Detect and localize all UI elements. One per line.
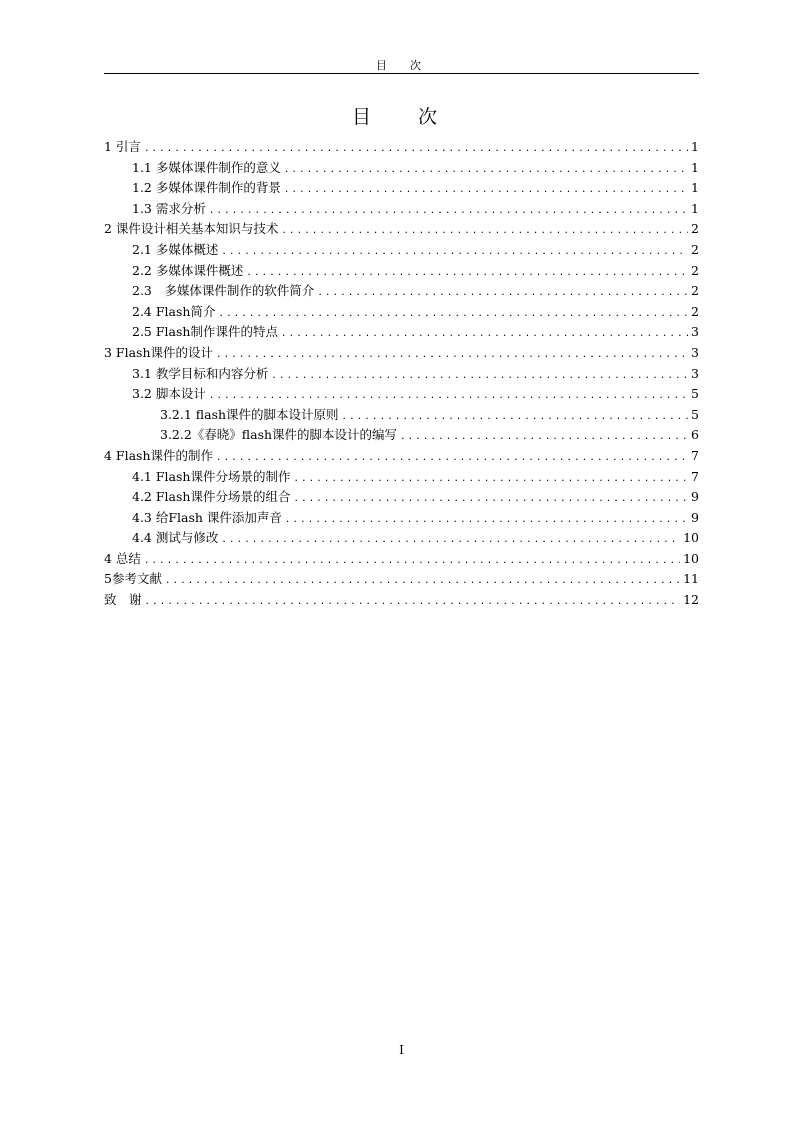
toc-entry[interactable] [104, 322, 699, 343]
toc-entry[interactable] [104, 487, 699, 508]
toc-entry-page: 3 [691, 344, 699, 360]
toc-dot-leader [285, 510, 688, 531]
toc-dot-leader [293, 489, 688, 510]
toc-entry-label: 3.1 教学目标和内容分析 [132, 365, 269, 381]
toc-dot-leader [342, 407, 689, 428]
toc-dot-leader [284, 160, 688, 181]
toc-entry-label: 1.1 多媒体课件制作的意义 [132, 159, 281, 175]
toc-entry-label: 2.1 多媒体概述 [132, 241, 219, 257]
toc-dot-leader [144, 551, 680, 572]
toc-dot-leader [216, 345, 688, 366]
toc-entry-page: 5 [691, 406, 699, 422]
toc-dot-leader [400, 427, 688, 448]
toc-entry-page: 5 [691, 386, 699, 402]
toc-entry[interactable] [104, 425, 699, 446]
toc-dot-leader [218, 304, 688, 325]
toc-entry-label: 2.4 Flash简介 [132, 303, 216, 319]
toc-entry[interactable] [104, 590, 699, 611]
toc-entry-label: 2.2 多媒体课件概述 [132, 262, 244, 278]
toc-entry-label: 4.3 给Flash 课件添加声音 [132, 509, 282, 525]
toc-entry-page: 7 [691, 468, 699, 484]
toc-entry-page: 3 [691, 365, 699, 381]
toc-entry[interactable] [104, 199, 699, 220]
toc-entry-label: 4 总结 [104, 550, 141, 566]
toc-dot-leader [284, 180, 688, 201]
toc-dot-leader [144, 139, 688, 160]
toc-entry-page: 2 [691, 262, 699, 278]
toc-entry[interactable] [104, 405, 699, 426]
toc-entry[interactable] [104, 240, 699, 261]
toc-entry-page: 2 [691, 221, 699, 237]
toc-entry-page: 3 [691, 324, 699, 340]
toc-entry-page: 2 [691, 283, 699, 299]
toc-entry-label: 4 Flash课件的制作 [104, 447, 214, 463]
toc-entry-label: 4.4 测试与修改 [132, 530, 219, 546]
toc-entry[interactable] [104, 281, 699, 302]
toc-entry-page: 9 [691, 509, 699, 525]
toc-entry[interactable] [104, 384, 699, 405]
toc-entry[interactable] [104, 528, 699, 549]
toc-dot-leader [317, 283, 688, 304]
toc-entry-label: 3.2.1 flash课件的脚本设计原则 [160, 406, 339, 422]
toc-entry[interactable] [104, 302, 699, 323]
toc-entry-label: 3 Flash课件的设计 [104, 344, 214, 360]
toc-entry-page: 6 [691, 427, 699, 443]
toc-entry[interactable] [104, 219, 699, 240]
toc-entry-page: 2 [691, 241, 699, 257]
toc-entry[interactable] [104, 549, 699, 570]
toc-entry-label: 3.2.2《春晓》flash课件的脚本设计的编写 [160, 427, 398, 443]
toc-dot-leader [246, 263, 688, 284]
toc-entry[interactable] [104, 343, 699, 364]
toc-dot-leader [209, 386, 688, 407]
toc-entry[interactable] [104, 446, 699, 467]
toc-entry-page: 2 [691, 303, 699, 319]
toc-entry-label: 1.3 需求分析 [132, 200, 206, 216]
toc-entry-label: 2.3 多媒体课件制作的软件简介 [132, 283, 315, 299]
toc-dot-leader [221, 242, 688, 263]
header-rule [104, 73, 699, 74]
page-number: I [399, 1043, 404, 1057]
toc-entry-page: 1 [691, 139, 699, 154]
toc-dot-leader [281, 221, 688, 242]
toc-entry[interactable] [104, 137, 699, 158]
toc-entry-label: 致 谢 [104, 592, 142, 608]
table-of-contents [104, 137, 699, 611]
toc-entry-label: 5参考文献 [104, 571, 162, 587]
toc-entry-label: 2.5 Flash制作课件的特点 [132, 324, 278, 340]
toc-entry-page: 12 [683, 592, 699, 608]
toc-dot-leader [271, 366, 688, 387]
toc-dot-leader [293, 469, 688, 490]
toc-entry-label: 4.2 Flash课件分场景的组合 [132, 489, 291, 505]
toc-entry-label: 1 引言 [104, 139, 141, 154]
toc-entry-page: 1 [691, 180, 699, 196]
toc-entry-page: 10 [683, 550, 699, 566]
toc-entry-page: 1 [691, 200, 699, 216]
toc-dot-leader [216, 448, 688, 469]
toc-entry-page: 9 [691, 489, 699, 505]
page-title: 目 次 [351, 106, 451, 128]
toc-entry[interactable] [104, 158, 699, 179]
toc-entry-page: 7 [691, 447, 699, 463]
toc-entry-label: 1.2 多媒体课件制作的背景 [132, 180, 281, 196]
toc-entry[interactable] [104, 261, 699, 282]
toc-dot-leader [281, 324, 688, 345]
toc-entry[interactable] [104, 569, 699, 590]
toc-entry-page: 11 [683, 571, 699, 587]
toc-dot-leader [221, 530, 680, 551]
toc-dot-leader [209, 201, 688, 222]
toc-entry-label: 4.1 Flash课件分场景的制作 [132, 468, 291, 484]
toc-entry-label: 2 课件设计相关基本知识与技术 [104, 221, 279, 237]
toc-dot-leader [165, 571, 680, 592]
toc-dot-leader [145, 592, 681, 613]
running-header: 目 次 [376, 59, 427, 72]
toc-entry[interactable] [104, 508, 699, 529]
toc-entry[interactable] [104, 178, 699, 199]
toc-entry-label: 3.2 脚本设计 [132, 386, 206, 402]
toc-entry-page: 10 [683, 530, 699, 546]
toc-entry-page: 1 [691, 159, 699, 175]
toc-entry[interactable] [104, 467, 699, 488]
toc-entry[interactable] [104, 364, 699, 385]
